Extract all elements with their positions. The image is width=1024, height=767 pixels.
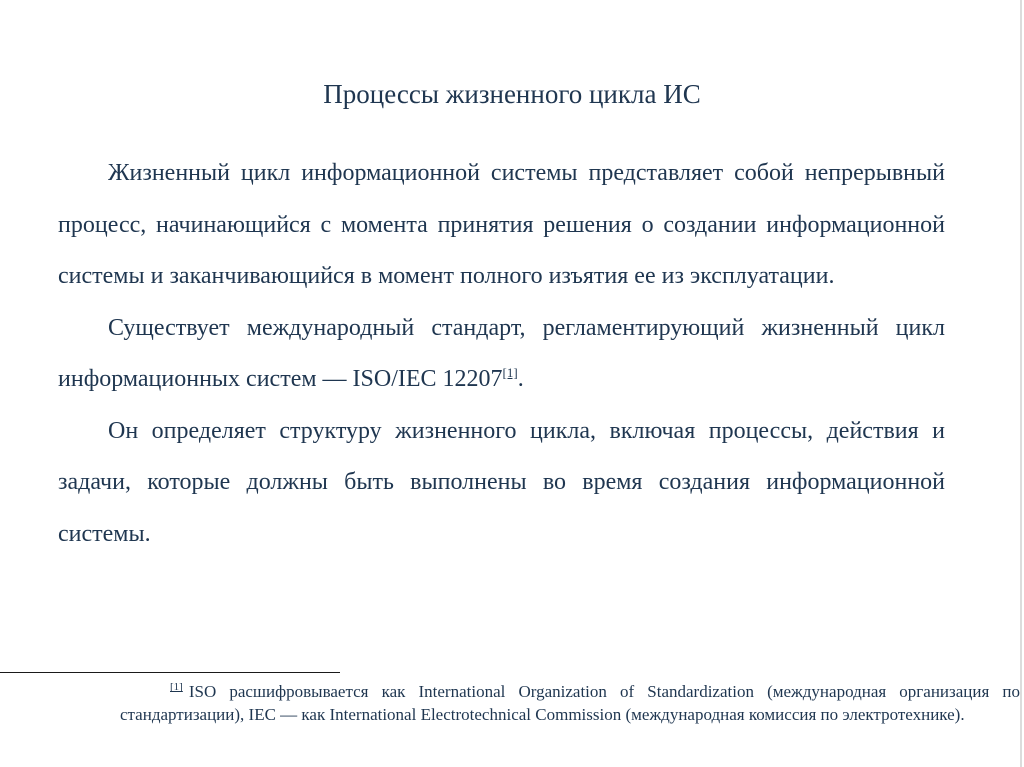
footnote-marker: [1] <box>170 681 183 693</box>
footnote-divider <box>0 672 340 673</box>
footnote <box>120 680 1020 726</box>
paragraph-text: Жизненный цикл информационной системы представляет собой непрерывный процесс, начинающийся с момента принятия решения о создании информационной системы и заканчивающийся в момент полного изъятия ее из эксплуатации. <box>58 160 945 289</box>
footnote-reference-link[interactable]: [1] <box>502 365 518 380</box>
slide-title: Процессы жизненного цикла ИС <box>323 79 701 109</box>
slide-body <box>58 148 945 560</box>
paragraph-text: Существует международный стандарт, регламентирующий жизненный цикл информационных систем — ISO/IEC 12207 <box>58 314 945 392</box>
paragraph-standard <box>58 303 945 406</box>
paragraph-structure <box>58 406 945 561</box>
paragraph-lifecycle-definition <box>58 148 945 303</box>
paragraph-end-punct: . <box>517 366 524 392</box>
footnote-text: ISO расшифровывается как International Organization of Standardization (международная организация по стандартизации), IEC — как International Electrotechnical Commission (международная комиссия по электротехнике). <box>120 682 1020 724</box>
paragraph-text: Он определяет структуру жизненного цикла, включая процессы, действия и задачи, которые должны быть выполнены во время создания информационной системы. <box>58 417 945 547</box>
